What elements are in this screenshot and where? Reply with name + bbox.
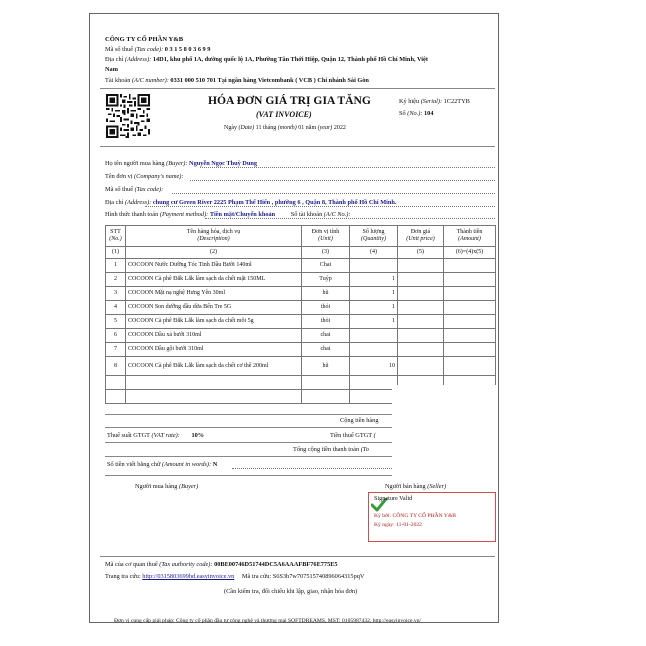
invoice-serial-row: Ký hiệu (Serial): 1C22TYB	[399, 98, 470, 105]
table-row: 2 COCOON Cà phê Đắk Lắk làm sạch da chết mặt 150ML Tuýp 1	[106, 273, 496, 287]
digital-signature-box	[368, 492, 496, 542]
divider	[100, 146, 495, 147]
seller-tax-row: Mã số thuế (Tax code): 0 3 1 5 8 0 3 6 9 9	[105, 46, 211, 53]
seller-address: 14D1, khu phố 1A, đường quốc lộ 1A, Phường Tân Thới Hiệp, Quận 12, Thành phố Hồ Chí Minh, Việt	[152, 56, 428, 63]
vat-amount-row: Tiền thuế GTGT (	[330, 432, 376, 439]
vat-rate-row: Thuế suất GTGT (VAT rate): 10%	[107, 432, 205, 439]
dotted-line	[200, 167, 495, 168]
table-index-row: (1) (2) (3) (4) (5) (6)=(4)x(5)	[106, 247, 496, 259]
divider	[100, 556, 495, 557]
col-header-unit: Đơn vị tính (Unit)	[302, 226, 350, 247]
col-header-no: STT (No.)	[106, 226, 126, 247]
invoice-date-row: Ngày (Date) 11 tháng (month) 01 năm (year) 2022	[224, 125, 346, 131]
in-words-row: Số tiền viết bằng chữ (Amount in words): N	[107, 461, 218, 468]
seller-account-row: Tài khoản (A/C number): 0331 000 510 701 Tại ngân hàng Vietcombank ( VCB ) Chi nhánh Sài Gòn	[105, 77, 369, 84]
col-header-quantity: Số lượng (Quantity)	[350, 226, 398, 247]
table-row: 1 COCOON Nước Dưỡng Tóc Tinh Dầu Bưởi 140ml Chai	[106, 259, 496, 273]
invoice-year: 2022	[333, 125, 346, 131]
col-header-description: Tên hàng hóa, dịch vụ (Description)	[126, 226, 302, 247]
invoice-serial: 1C22TYB	[443, 98, 470, 105]
buyer-tax-row: Mã số thuế (Tax code):	[105, 186, 164, 193]
invoice-number-row: Số (No.): 104	[399, 110, 434, 117]
buyer-payment: Tiền mặt/Chuyển khoản	[209, 211, 276, 218]
tax-authority-row: Mã của cơ quan thuế (Tax authority code): 00BE00746D51744DC5A6AAAFBF76E775E5	[105, 561, 338, 568]
divider	[105, 414, 392, 415]
signed-date-row: Ký ngày: 11-01-2022	[374, 522, 422, 528]
table-row: 5 COCOON Cà phê Đắk Lắk làm sạch da chết môi 5g thỏi 1	[106, 315, 496, 329]
buyer-company-row: Tên đơn vị (Company's name):	[105, 173, 184, 180]
invoice-subtitle: (VAT INVOICE)	[256, 110, 312, 119]
col-header-amount: Thành tiền (Amount)	[444, 226, 496, 247]
divider	[105, 427, 392, 428]
col-header-unit-price: Đơn giá (Unit price)	[398, 226, 444, 247]
table-row: 3 COCOON Mặt nạ nghệ Hưng Yên 30ml hũ 1	[106, 287, 496, 301]
buyer-address-row: Địa chỉ (Address): chung cư Green River 2225 Phạm Thế Hiển , phường 6 , Quận 8, Thành phố Hồ Chí Minh.	[105, 199, 397, 206]
tax-authority-code: 00BE00746D51744DC5A6AAAFBF76E775E5	[214, 561, 338, 568]
lookup-row: Trang tra cứu: http://0315803699hd.easyinvoice.vn Mã tra cứu: S6S3h7w707515740896064315pqV	[105, 573, 365, 580]
invoice-number: 104	[424, 110, 434, 117]
buyer-signature-label: Người mua hàng (Buyer)	[135, 483, 199, 490]
signed-date: 11-01-2022	[396, 522, 422, 528]
dotted-line	[145, 206, 495, 207]
amount-in-words: N	[212, 461, 218, 468]
lookup-link[interactable]: http://0315803699hd.easyinvoice.vn	[142, 573, 235, 580]
invoice-day: 11	[255, 125, 262, 131]
buyer-payment-row: Hình thức thanh toán (Payment method): Tiền mặt/Chuyển khoản Số tài khoản (A/C No.):	[105, 211, 351, 218]
seller-address-row: Địa chỉ (Address): 14D1, khu phố 1A, đường quốc lộ 1A, Phường Tân Thới Hiệp, Quận 12, Thành phố Hồ Chí Minh, Việt	[105, 56, 428, 63]
dotted-line	[232, 468, 392, 469]
seller-signature-label: Người bán hàng (Seller)	[385, 483, 447, 490]
signed-by-row: Ký bởi: CÔNG TY CỔ PHẦN Y&B	[374, 513, 457, 519]
divider	[105, 475, 392, 476]
qr-code-icon	[106, 94, 150, 138]
vat-rate: 10%	[191, 432, 205, 439]
signed-by: CÔNG TY CỔ PHẦN Y&B	[392, 513, 457, 519]
provider-text: Đơn vị cung cấp giải pháp: Công ty cổ phần đầu tư công nghệ và thương mại SOFTDREAMS, MST: 0105987432, http://easyinvoice.vn/	[114, 618, 422, 624]
divider	[105, 456, 392, 457]
buyer-name: Nguyễn Ngọc Thuỳ Dung	[189, 160, 257, 167]
lookup-code: S6S3h7w707515740896064315pqV	[272, 573, 365, 580]
buyer-name-row: Họ tên người mua hàng (Buyer): Nguyễn Ngọc Thuỳ Dung	[105, 160, 257, 167]
seller-name: CÔNG TY CỔ PHẦN Y&B	[105, 36, 184, 43]
table-row: 6 COCOON Dầu xả bưởi 310ml chai	[106, 329, 496, 343]
subtotal-label: Cộng tiền hàng	[340, 417, 379, 424]
dotted-line	[172, 193, 495, 194]
items-table	[105, 225, 496, 404]
table-row: 8 COCOON Cà phê Đắk Lắk làm sạch da chết cơ thể 200ml hũ 10	[106, 357, 496, 376]
dotted-line	[205, 218, 495, 219]
invoice-month: 01	[298, 125, 305, 131]
cover-patch	[392, 385, 496, 469]
seller-address-line2: Nam	[105, 66, 118, 73]
signature-valid-text: Signature Valid	[374, 495, 413, 502]
divider	[105, 442, 392, 443]
seller-tax-code: 0 3 1 5 8 0 3 6 9 9	[164, 46, 211, 53]
check-note: (Cần kiểm tra, đối chiếu khi lập, giao, nhận hóa đơn)	[224, 588, 358, 595]
seller-account: 0331 000 510 701 Tại ngân hàng Vietcombank ( VCB ) Chi nhánh Sài Gòn	[170, 77, 369, 84]
buyer-address: chung cư Green River 2225 Phạm Thế Hiển , phường 6 , Quận 8, Thành phố Hồ Chí Minh.	[152, 199, 397, 206]
divider	[100, 88, 495, 89]
dotted-line	[190, 180, 495, 181]
invoice-title: HÓA ĐƠN GIÁ TRỊ GIA TĂNG	[208, 94, 371, 107]
grand-total-row: Tổng cộng tiền thanh toán (To	[293, 446, 369, 453]
table-header-row	[106, 226, 496, 247]
table-row: 4 COCOON Son dưỡng dầu dừa Bến Tre 5G thỏi 1	[106, 301, 496, 315]
table-row: 7 COCOON Dầu gội bưởi 310ml chai	[106, 343, 496, 357]
